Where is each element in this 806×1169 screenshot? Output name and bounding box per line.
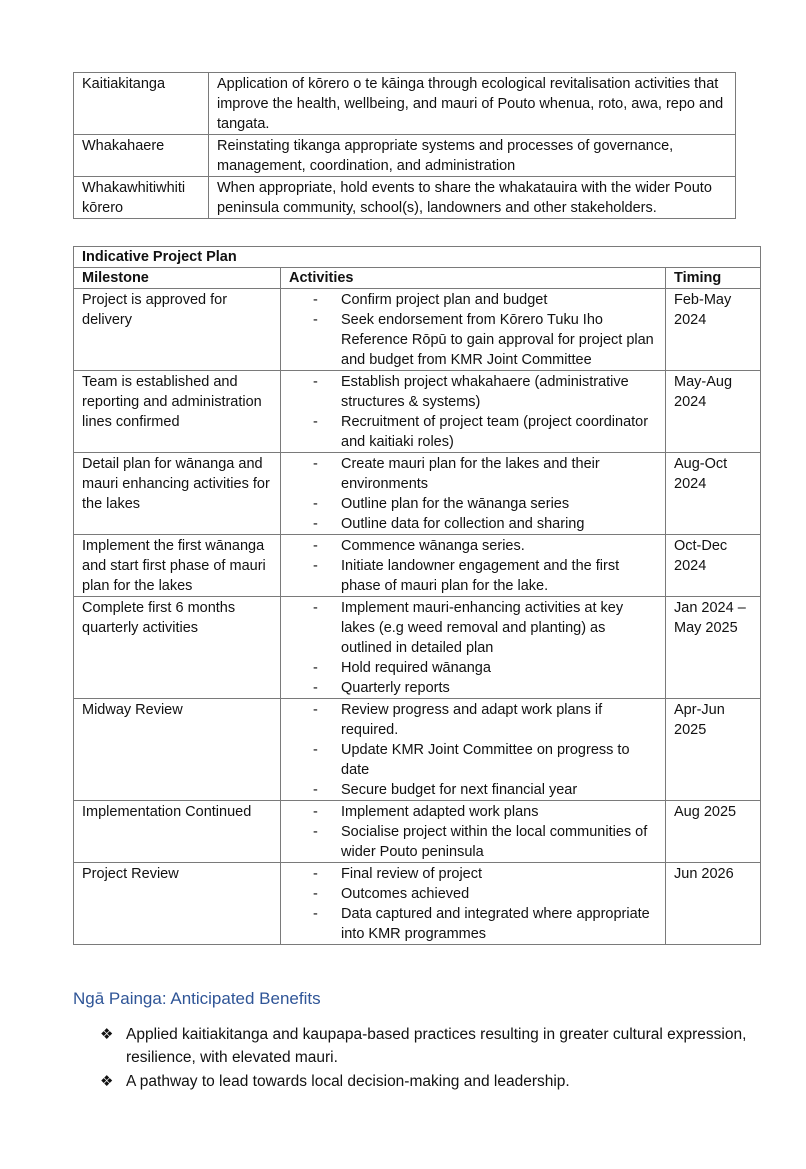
dash-bullet: - xyxy=(313,702,318,718)
activities-cell xyxy=(281,371,666,453)
activity-item xyxy=(289,864,657,884)
dash-bullet: - xyxy=(313,906,318,922)
timing-cell: Aug-Oct 2024 xyxy=(666,453,761,535)
definition-term: Kaitiakitanga xyxy=(74,73,209,135)
activity-item xyxy=(289,658,657,678)
dash-bullet: - xyxy=(313,804,318,820)
benefit-text: A pathway to lead towards local decision-making and leadership. xyxy=(126,1073,570,1090)
timing-cell: Aug 2025 xyxy=(666,801,761,863)
definition-term: Whakahaere xyxy=(74,135,209,177)
project-plan-table xyxy=(73,246,761,945)
activity-item xyxy=(289,780,657,800)
dash-bullet: - xyxy=(313,312,318,328)
activity-text: Commence wānanga series. xyxy=(341,538,525,554)
dash-bullet: - xyxy=(313,680,318,696)
definition-description: Application of kōrero o te kāinga through ecological revitalisation activities that improve the health, wellbeing, and mauri of Pouto whenua, roto, awa, repo and tangata. xyxy=(209,73,736,135)
activity-text: Review progress and adapt work plans if required. xyxy=(341,702,603,738)
activities-cell xyxy=(281,597,666,699)
definition-description: When appropriate, hold events to share the whakatauira with the wider Pouto peninsula community, school(s), landowners and other stakeholders. xyxy=(209,177,736,219)
activity-item xyxy=(289,904,657,944)
dash-bullet: - xyxy=(313,866,318,882)
dash-bullet: - xyxy=(313,414,318,430)
activity-text: Establish project whakahaere (administrative structures & systems) xyxy=(341,374,629,410)
dash-bullet: - xyxy=(313,374,318,390)
activity-item xyxy=(289,802,657,822)
benefits-list xyxy=(100,1023,750,1094)
timing-cell: Jun 2026 xyxy=(666,863,761,945)
activity-text: Implement adapted work plans xyxy=(341,804,539,820)
definition-row xyxy=(74,73,736,135)
activities-list xyxy=(289,700,657,800)
activity-text: Final review of project xyxy=(341,866,483,882)
plan-row xyxy=(74,801,761,863)
activity-item xyxy=(289,290,657,310)
activity-text: Socialise project within the local communities of wider Pouto peninsula xyxy=(341,824,648,860)
activity-item xyxy=(289,454,657,494)
milestone-cell: Midway Review xyxy=(74,699,281,801)
diamond-bullet-icon: ❖ xyxy=(100,1073,114,1090)
activity-item xyxy=(289,536,657,556)
timing-header: Timing xyxy=(666,268,761,289)
activities-header: Activities xyxy=(281,268,666,289)
benefit-item xyxy=(100,1023,750,1069)
activity-text: Secure budget for next financial year xyxy=(341,782,578,798)
benefits-heading: Ngā Painga: Anticipated Benefits xyxy=(73,989,321,1008)
plan-row xyxy=(74,699,761,801)
definitions-table xyxy=(73,72,736,219)
plan-row xyxy=(74,371,761,453)
activities-cell xyxy=(281,699,666,801)
dash-bullet: - xyxy=(313,742,318,758)
activity-text: Recruitment of project team (project coordinator and kaitiaki roles) xyxy=(341,414,649,450)
activity-text: Data captured and integrated where appropriate into KMR programmes xyxy=(341,906,650,942)
milestone-cell: Detail plan for wānanga and mauri enhancing activities for the lakes xyxy=(74,453,281,535)
activity-item xyxy=(289,884,657,904)
diamond-bullet-icon: ❖ xyxy=(100,1026,114,1043)
activity-text: Initiate landowner engagement and the first phase of mauri plan for the lake. xyxy=(341,558,620,594)
milestone-cell: Implement the first wānanga and start first phase of mauri plan for the lakes xyxy=(74,535,281,597)
activity-text: Outline data for collection and sharing xyxy=(341,516,585,532)
definition-term: Whakawhitiwhiti kōrero xyxy=(74,177,209,219)
definition-row xyxy=(74,135,736,177)
timing-cell: May-Aug 2024 xyxy=(666,371,761,453)
timing-cell: Jan 2024 – May 2025 xyxy=(666,597,761,699)
activity-text: Outcomes achieved xyxy=(341,886,470,902)
activity-item xyxy=(289,556,657,596)
benefit-item xyxy=(100,1070,750,1093)
activity-item xyxy=(289,678,657,698)
activities-cell xyxy=(281,289,666,371)
dash-bullet: - xyxy=(313,538,318,554)
activity-item xyxy=(289,598,657,658)
plan-row xyxy=(74,597,761,699)
activity-item xyxy=(289,372,657,412)
activities-cell xyxy=(281,535,666,597)
activity-text: Create mauri plan for the lakes and their environments xyxy=(341,456,600,492)
activity-item xyxy=(289,494,657,514)
dash-bullet: - xyxy=(313,496,318,512)
definition-description: Reinstating tikanga appropriate systems and processes of governance, management, coordination, and administration xyxy=(209,135,736,177)
plan-row xyxy=(74,863,761,945)
activities-list xyxy=(289,864,657,944)
timing-cell: Feb-May 2024 xyxy=(666,289,761,371)
project-plan-body xyxy=(74,247,761,945)
timing-cell: Apr-Jun 2025 xyxy=(666,699,761,801)
milestone-cell: Project is approved for delivery xyxy=(74,289,281,371)
milestone-cell: Complete first 6 months quarterly activities xyxy=(74,597,281,699)
benefit-text: Applied kaitiakitanga and kaupapa-based practices resulting in greater cultural expression, resilience, with elevated mauri. xyxy=(126,1026,747,1066)
plan-row xyxy=(74,453,761,535)
dash-bullet: - xyxy=(313,456,318,472)
activities-cell xyxy=(281,863,666,945)
activities-list xyxy=(289,454,657,534)
activity-item xyxy=(289,822,657,862)
activity-text: Quarterly reports xyxy=(341,680,450,696)
activity-text: Seek endorsement from Kōrero Tuku Iho Reference Rōpū to gain approval for project plan and budget from KMR Joint Committee xyxy=(341,312,654,368)
plan-row xyxy=(74,535,761,597)
activity-text: Update KMR Joint Committee on progress to date xyxy=(341,742,630,778)
plan-row xyxy=(74,289,761,371)
timing-cell: Oct-Dec 2024 xyxy=(666,535,761,597)
plan-title-row xyxy=(74,247,761,268)
activities-cell xyxy=(281,801,666,863)
dash-bullet: - xyxy=(313,516,318,532)
milestone-cell: Team is established and reporting and administration lines confirmed xyxy=(74,371,281,453)
milestone-cell: Implementation Continued xyxy=(74,801,281,863)
dash-bullet: - xyxy=(313,558,318,574)
dash-bullet: - xyxy=(313,660,318,676)
activities-list xyxy=(289,802,657,862)
definition-row xyxy=(74,177,736,219)
activities-list xyxy=(289,598,657,698)
activity-item xyxy=(289,740,657,780)
activities-list xyxy=(289,290,657,370)
activity-item xyxy=(289,412,657,452)
dash-bullet: - xyxy=(313,824,318,840)
activity-text: Implement mauri-enhancing activities at key lakes (e.g weed removal and planting) as outlined in detailed plan xyxy=(341,600,624,656)
dash-bullet: - xyxy=(313,292,318,308)
activities-list xyxy=(289,536,657,596)
definitions-body xyxy=(74,73,736,219)
activity-item xyxy=(289,700,657,740)
activity-text: Confirm project plan and budget xyxy=(341,292,548,308)
milestone-header: Milestone xyxy=(74,268,281,289)
activity-item xyxy=(289,514,657,534)
activity-text: Outline plan for the wānanga series xyxy=(341,496,570,512)
dash-bullet: - xyxy=(313,782,318,798)
plan-header-row xyxy=(74,268,761,289)
dash-bullet: - xyxy=(313,600,318,616)
activities-list xyxy=(289,372,657,452)
plan-title: Indicative Project Plan xyxy=(74,247,761,268)
activity-text: Hold required wānanga xyxy=(341,660,491,676)
milestone-cell: Project Review xyxy=(74,863,281,945)
activity-item xyxy=(289,310,657,370)
dash-bullet: - xyxy=(313,886,318,902)
activities-cell xyxy=(281,453,666,535)
